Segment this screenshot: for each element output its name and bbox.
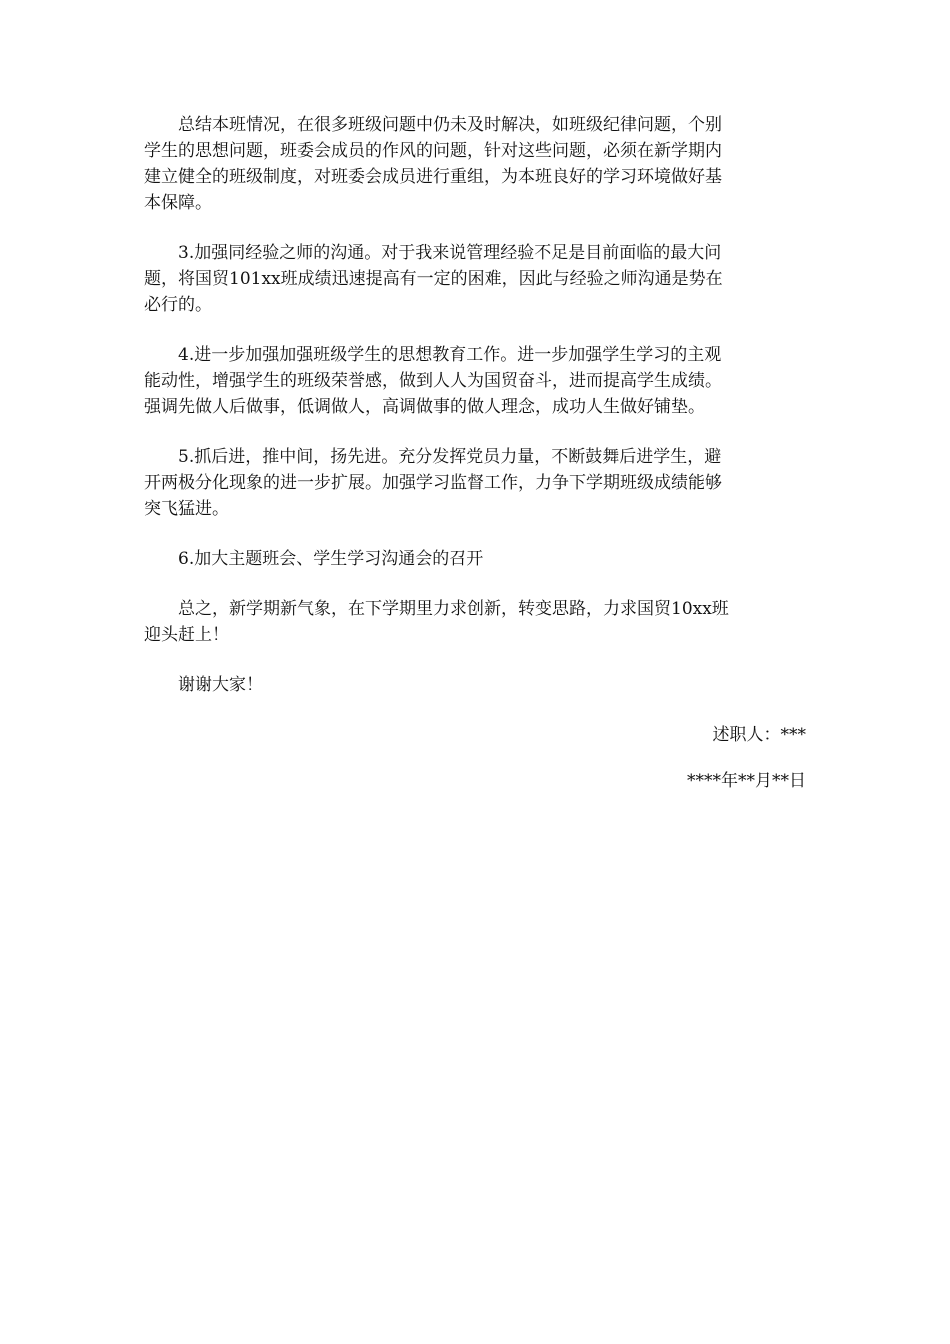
paragraph-thanks (144, 672, 808, 698)
text-line: 能动性，增强学生的班级荣誉感，做到人人为国贸奋斗，进而提高学生成绩。 (144, 371, 722, 391)
text-line: 迎头赶上！ (144, 625, 229, 645)
text-line: 学生的思想问题，班委会成员的作风的问题，针对这些问题，必须在新学期内 (144, 141, 722, 161)
text-line: 突飞猛进。 (144, 499, 229, 519)
text-line: 开两极分化现象的进一步扩展。加强学习监督工作，力争下学期班级成绩能够 (144, 473, 722, 493)
date-line: ****年**月**日 (687, 771, 806, 791)
text-line: 3.加强同经验之师的沟通。对于我来说管理经验不足是目前面临的最大问 (178, 243, 722, 263)
text-line: 本保障。 (144, 193, 212, 213)
document-page (144, 112, 808, 814)
signature-line: 述职人：*** (712, 725, 806, 745)
paragraph-summary (144, 112, 808, 216)
text-line: 必行的。 (144, 295, 212, 315)
text-line: 6.加大主题班会、学生学习沟通会的召开 (178, 549, 484, 569)
text-line: 谢谢大家！ (178, 675, 263, 695)
text-line: 强调先做人后做事，低调做人，高调做事的做人理念，成功人生做好铺垫。 (144, 397, 705, 417)
paragraph-item-5 (144, 444, 808, 522)
text-line: 4.进一步加强加强班级学生的思想教育工作。进一步加强学生学习的主观 (178, 345, 722, 365)
text-line: 5.抓后进，推中间，扬先进。充分发挥党员力量，不断鼓舞后进学生，避 (178, 447, 722, 467)
text-line: 建立健全的班级制度，对班委会成员进行重组，为本班良好的学习环境做好基 (144, 167, 722, 187)
paragraph-item-3 (144, 240, 808, 318)
paragraph-conclusion (144, 596, 808, 648)
text-line: 题，将国贸101xx班成绩迅速提高有一定的困难，因此与经验之师沟通是势在 (144, 269, 723, 289)
paragraph-item-4 (144, 342, 808, 420)
paragraph-item-6 (144, 546, 808, 572)
text-line: 总之，新学期新气象，在下学期里力求创新，转变思路，力求国贸10xx班 (178, 599, 729, 619)
text-line: 总结本班情况，在很多班级问题中仍未及时解决，如班级纪律问题，个别 (178, 115, 722, 135)
